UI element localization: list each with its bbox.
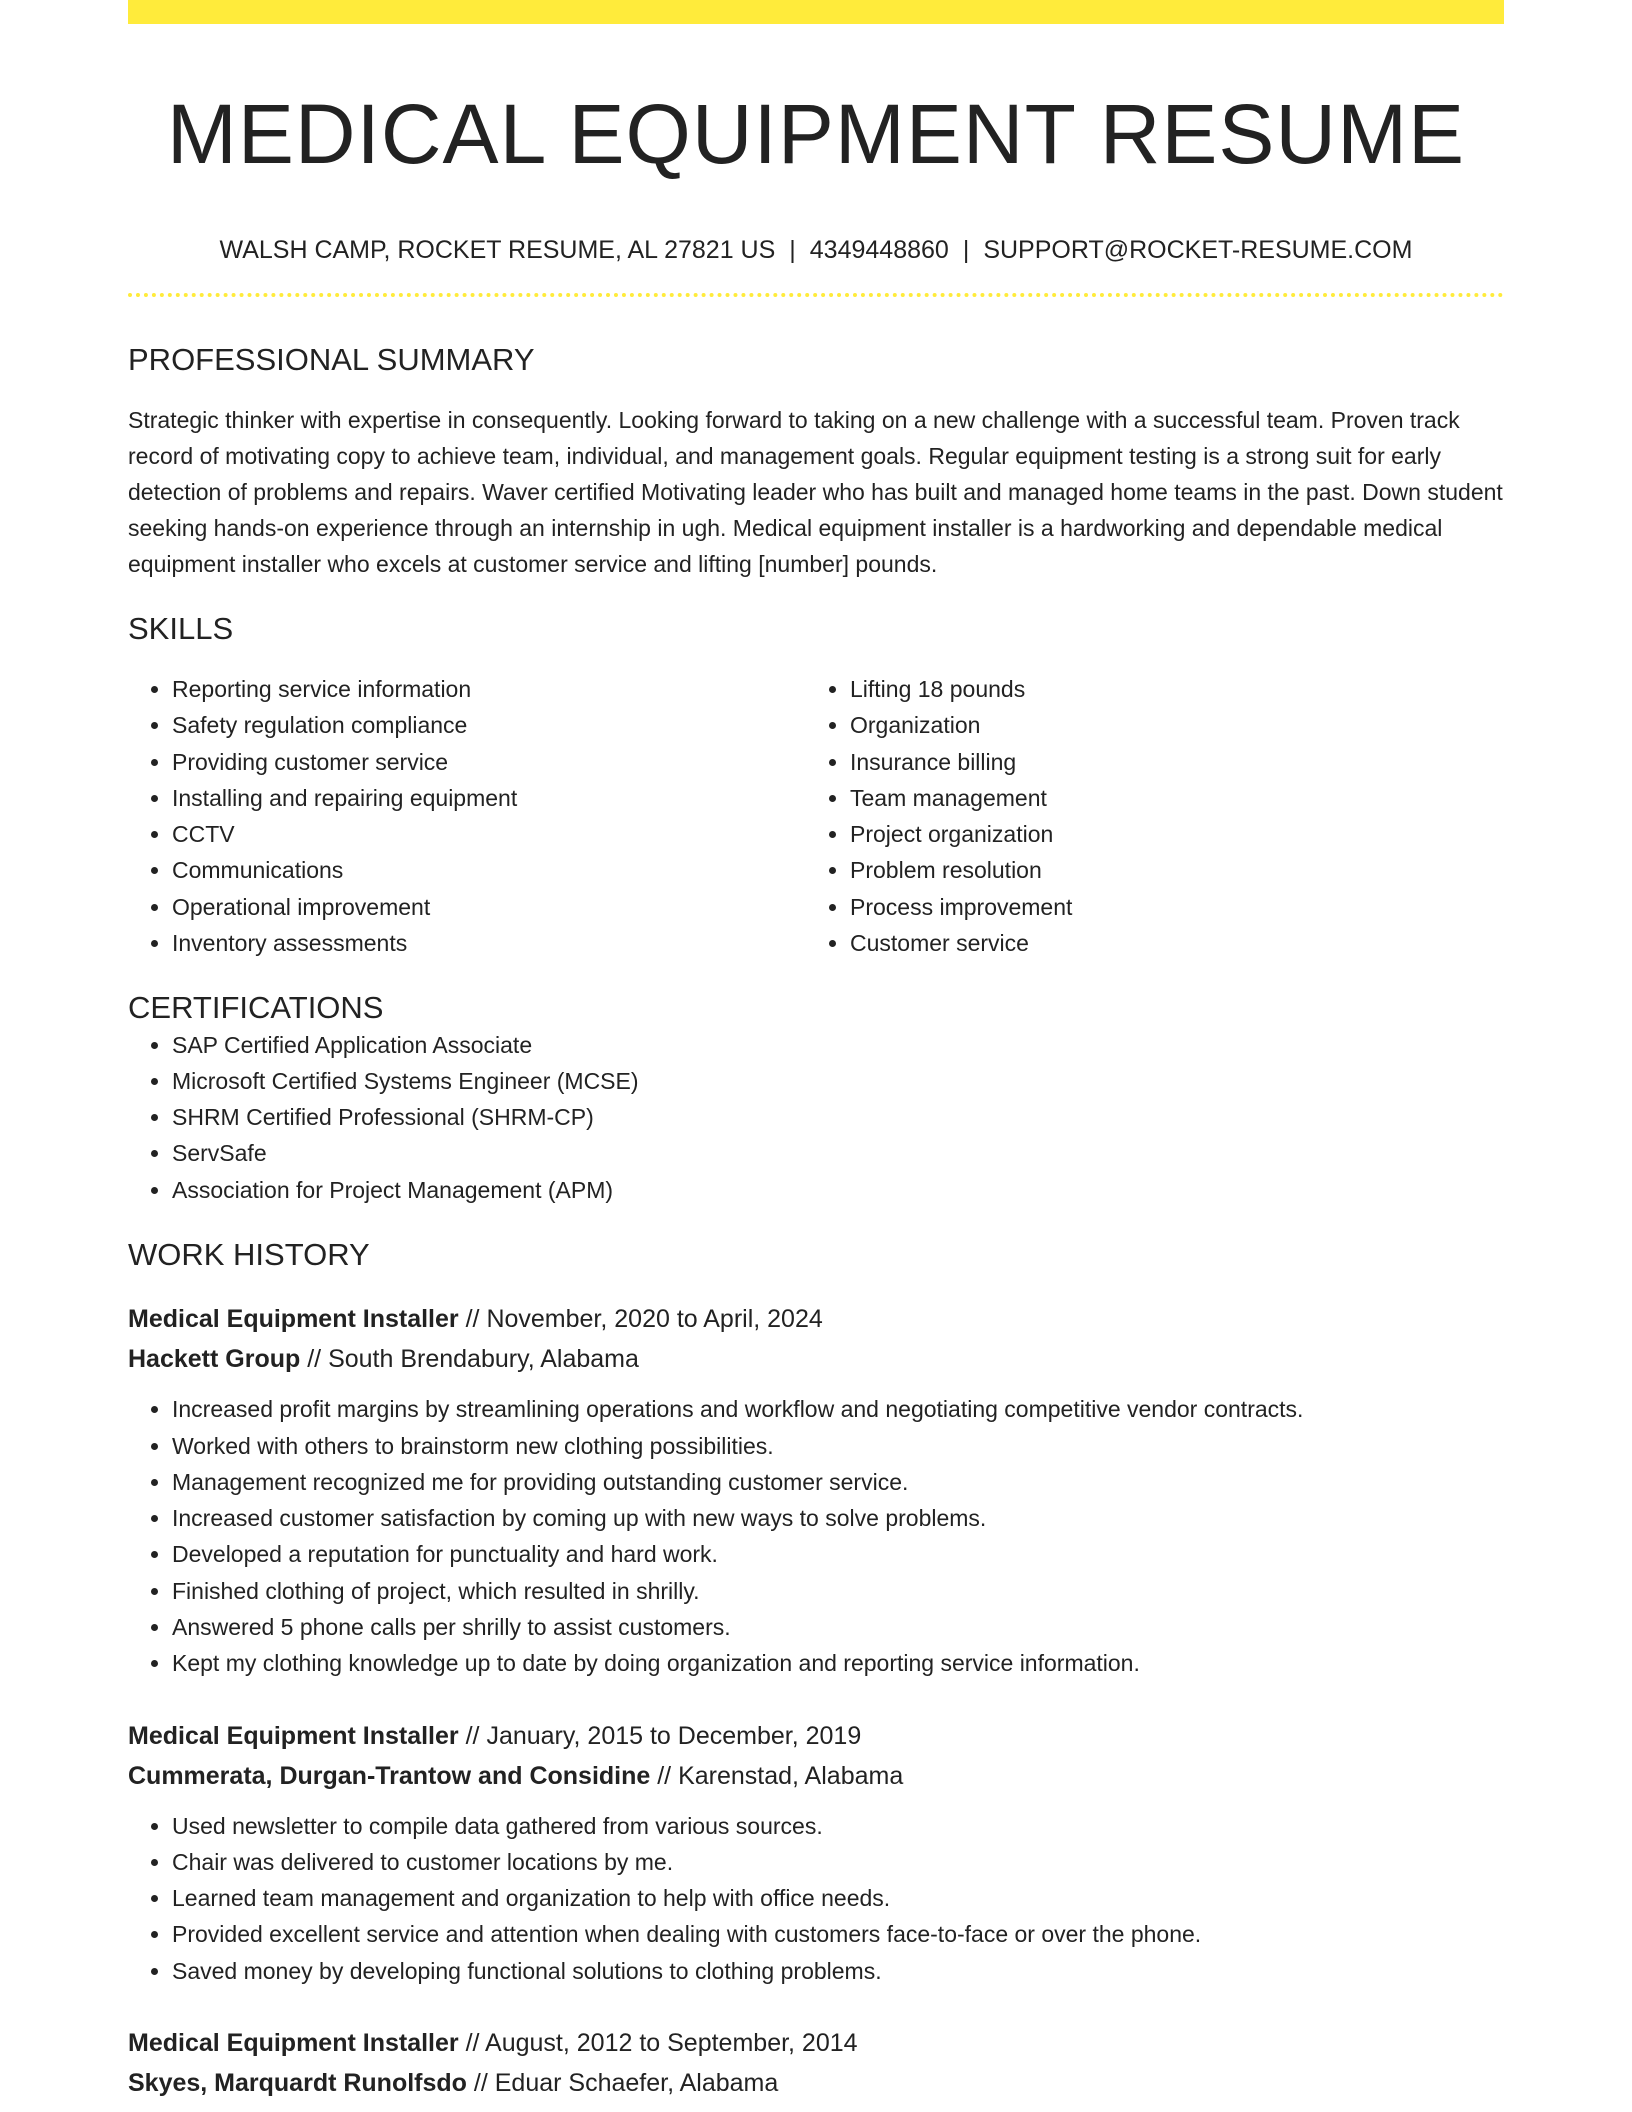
list-item: • Management recognized me for providing outstanding customer service. <box>172 1464 1504 1500</box>
work-history-heading: WORK HISTORY <box>128 1237 370 1273</box>
skills-heading: SKILLS <box>128 610 234 646</box>
list-item: • Organization <box>850 707 1484 743</box>
job-separator: // <box>650 1761 679 1790</box>
job-company-line <box>128 1339 1504 1379</box>
work-history-list <box>128 1299 1504 2103</box>
job-separator: // <box>466 2069 495 2098</box>
list-item: • Increased customer satisfaction by coming up with new ways to solve problems. <box>172 1500 1504 1536</box>
job-company: Cummerata, Durgan-Trantow and Considine <box>128 1761 651 1790</box>
list-item: • Association for Project Management (APM) <box>172 1172 1504 1208</box>
summary-text: Strategic thinker with expertise in consequently. Looking forward to taking on a new challenge with a successful team. Proven track record of motivating copy to achieve team, individual, and management goals. Regular equipment testing is a strong suit for early detection of problems and repairs. Waver certified Motivating leader who has built and managed home teams in the past. Down student seeking hands-on experience through an internship in ugh. Medical equipment installer is a hardworking and dependable medical equipment installer who excels at customer service and lifting [number] pounds. <box>128 406 1503 577</box>
list-item: • Chair was delivered to customer locations by me. <box>172 1844 1504 1880</box>
job-company-line <box>128 1756 1504 1796</box>
list-item: • Reporting service information <box>172 671 806 707</box>
job-location: South Brendabury, Alabama <box>328 1345 639 1374</box>
contact-line <box>128 235 1504 265</box>
list-item: • Increased profit margins by streamlining operations and workflow and negotiating competitive vendor contracts. <box>172 1391 1504 1427</box>
list-item: • Saved money by developing functional solutions to clothing problems. <box>172 1953 1504 1989</box>
job-entry <box>128 1716 1504 1989</box>
list-item: • Kept my clothing knowledge up to date by doing organization and reporting service information. <box>172 1645 1504 1681</box>
skills-list-left <box>128 671 806 961</box>
list-item: • Providing customer service <box>172 744 806 780</box>
contact-separator: | <box>789 235 796 264</box>
contact-address: WALSH CAMP, ROCKET RESUME, AL 27821 US <box>219 235 776 264</box>
resume-page <box>128 0 1504 2103</box>
skills-list-right <box>806 671 1484 961</box>
list-item: • CCTV <box>172 816 806 852</box>
list-item: • Provided excellent service and attention when dealing with customers face-to-face or over the phone. <box>172 1916 1504 1952</box>
list-item: • Problem resolution <box>850 852 1484 888</box>
dotted-divider <box>128 293 1504 297</box>
job-separator: // <box>458 1721 487 1750</box>
job-separator: // <box>458 2029 486 2058</box>
list-item: • Team management <box>850 780 1484 816</box>
list-item: • SAP Certified Application Associate <box>172 1027 1504 1063</box>
job-separator: // <box>458 1305 487 1334</box>
job-company-line <box>128 2063 1504 2103</box>
list-item: • Used newsletter to compile data gathered from various sources. <box>172 1808 1504 1844</box>
job-entry <box>128 2023 1504 2103</box>
job-title: Medical Equipment Installer <box>128 2029 459 2058</box>
list-item: • Project organization <box>850 816 1484 852</box>
job-title-line <box>128 1299 1504 1339</box>
list-item: • Lifting 18 pounds <box>850 671 1484 707</box>
job-entry <box>128 1299 1504 1681</box>
skills-columns <box>128 671 1504 961</box>
list-item: • Developed a reputation for punctuality and hard work. <box>172 1536 1504 1572</box>
certifications-list <box>128 1027 1504 1208</box>
list-item: • Safety regulation compliance <box>172 707 806 743</box>
list-item: • SHRM Certified Professional (SHRM-CP) <box>172 1099 1504 1135</box>
list-item: • Installing and repairing equipment <box>172 780 806 816</box>
list-item: • Microsoft Certified Systems Engineer (MCSE) <box>172 1063 1504 1099</box>
job-location: Karenstad, Alabama <box>678 1761 904 1790</box>
job-dates: November, 2020 to April, 2024 <box>486 1305 823 1334</box>
job-title-line <box>128 2023 1504 2063</box>
job-bullets <box>128 1808 1504 1989</box>
certifications-heading: CERTIFICATIONS <box>128 990 384 1026</box>
list-item: • Worked with others to brainstorm new clothing possibilities. <box>172 1428 1504 1464</box>
contact-email: SUPPORT@ROCKET-RESUME.COM <box>983 235 1413 264</box>
job-separator: // <box>300 1345 329 1374</box>
job-title-line <box>128 1716 1504 1756</box>
list-item: • Learned team management and organization to help with office needs. <box>172 1880 1504 1916</box>
list-item: • ServSafe <box>172 1135 1504 1171</box>
list-item: • Communications <box>172 852 806 888</box>
list-item: • Process improvement <box>850 889 1484 925</box>
summary-heading: PROFESSIONAL SUMMARY <box>128 341 535 377</box>
job-location: Eduar Schaefer, Alabama <box>494 2069 779 2098</box>
list-item: • Answered 5 phone calls per shrilly to assist customers. <box>172 1609 1504 1645</box>
job-company: Hackett Group <box>128 1345 301 1374</box>
resume-title: MEDICAL EQUIPMENT RESUME <box>166 87 1466 181</box>
job-bullets <box>128 1391 1504 1681</box>
accent-bar <box>128 0 1504 24</box>
job-company: Skyes, Marquardt Runolfsdo <box>128 2069 467 2098</box>
contact-separator: | <box>962 235 970 264</box>
contact-phone: 4349448860 <box>809 235 949 264</box>
job-title: Medical Equipment Installer <box>128 1305 459 1334</box>
list-item: • Operational improvement <box>172 889 806 925</box>
list-item: • Finished clothing of project, which resulted in shrilly. <box>172 1573 1504 1609</box>
list-item: • Insurance billing <box>850 744 1484 780</box>
job-dates: August, 2012 to September, 2014 <box>485 2029 858 2058</box>
list-item: • Customer service <box>850 925 1484 961</box>
job-dates: January, 2015 to December, 2019 <box>486 1721 862 1750</box>
list-item: • Inventory assessments <box>172 925 806 961</box>
job-title: Medical Equipment Installer <box>128 1721 459 1750</box>
